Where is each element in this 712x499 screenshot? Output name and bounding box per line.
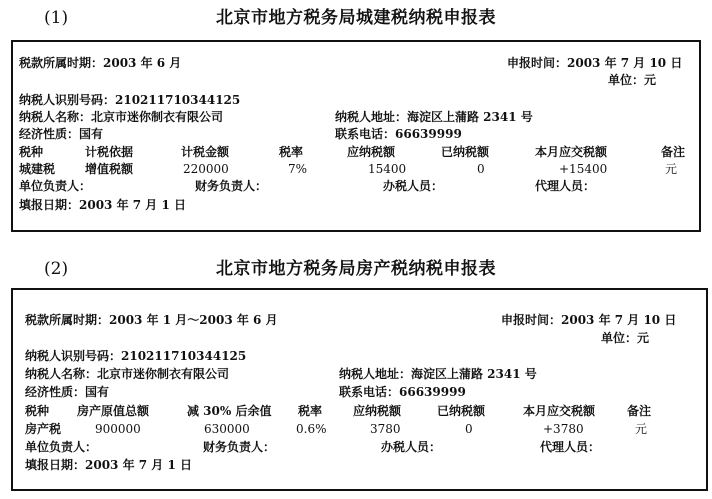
form2-report-time: 申报时间：2003 年 7 月 10 日 [501,313,677,327]
form1-sig-handler: 办税人员： [383,179,444,193]
form1-number: (1) [44,8,69,28]
form1-row-cell: 0 [477,162,485,176]
form2-row-cell: 房产税 [25,422,62,436]
form2-header-cell: 房产原值总额 [77,404,150,418]
form1-phone: 联系电话：66639999 [335,127,462,141]
form1-heading [0,6,712,30]
form2-row-cell: 630000 [204,422,250,436]
form1-unit: 单位：元 [608,73,657,87]
form2-period: 税款所属时期：2003 年 1 月～2003 年 6 月 [25,313,278,327]
form1-header-cell: 应纳税额 [347,145,396,159]
form1-period: 税款所属时期：2003 年 6 月 [19,56,182,70]
form2-taxpayer-address: 纳税人地址：海淀区上蒲路 2341 号 [339,367,537,381]
form2-row-cell: +3780 [543,422,584,436]
form1-header-cell: 税种 [19,145,44,159]
form1-header-cell: 备注 [661,145,686,159]
form1-header-cell: 计税依据 [85,145,134,159]
form2-header-cell: 本月应交税额 [523,404,596,418]
form2-header-cell: 税种 [25,404,50,418]
form1-fill-date: 填报日期：2003 年 7 月 1 日 [19,198,186,212]
form1-taxpayer-address: 纳税人地址：海淀区上蒲路 2341 号 [335,110,533,124]
form1-box [11,40,701,232]
form2-taxpayer-id: 纳税人识别号码：210211710344125 [25,349,247,363]
form2-sig-unit-head: 单位负责人： [25,440,98,454]
form1-table-row [13,161,699,178]
form1-header-cell: 本月应交税额 [535,145,608,159]
form2-title: 北京市地方税务局房产税纳税申报表 [216,259,496,279]
form2-fill-date: 填报日期：2003 年 7 月 1 日 [25,458,192,472]
form1-table-header [13,144,699,161]
form1-row-cell: 15400 [368,162,407,176]
form2-table-header [13,403,706,420]
form1-row-cell: 220000 [183,162,229,176]
form2-number: (2) [44,259,69,279]
form1-header-cell: 税率 [279,145,304,159]
form1-header-cell: 已纳税额 [441,145,490,159]
form2-row-cell: 3780 [370,422,401,436]
form1-row-cell: 7% [288,162,308,176]
form2-sig-agent: 代理人员： [540,440,601,454]
form1-row-cell: +15400 [559,162,608,176]
form2-unit: 单位：元 [601,331,650,345]
form1-taxpayer-name: 纳税人名称：北京市迷你制衣有限公司 [19,110,224,124]
form2-sig-finance: 财务负责人： [203,440,276,454]
form2-row-cell: 0 [465,422,473,436]
form1-sig-unit-head: 单位负责人： [19,179,92,193]
form1-report-time: 申报时间：2003 年 7 月 10 日 [507,56,683,70]
form1-sig-finance: 财务负责人： [195,179,268,193]
form1-row-cell: 城建税 [19,162,56,176]
form2-signatures [13,439,706,456]
form1-signatures [13,178,699,195]
form2-header-cell: 减 30% 后余值 [187,404,272,418]
form2-header-cell: 应纳税额 [353,404,402,418]
form1-title: 北京市地方税务局城建税纳税申报表 [216,8,496,28]
form2-phone: 联系电话：66639999 [339,385,466,399]
form2-heading [0,257,712,281]
form1-economic-type: 经济性质：国有 [19,127,104,141]
form2-sig-handler: 办税人员： [381,440,442,454]
form2-table-row [13,421,706,438]
form2-header-cell: 已纳税额 [437,404,486,418]
form2-row-cell: 900000 [95,422,141,436]
form2-taxpayer-name: 纳税人名称：北京市迷你制衣有限公司 [25,367,230,381]
form1-taxpayer-id: 纳税人识别号码：210211710344125 [19,93,241,107]
form1-row-cell: 增值税额 [85,162,134,176]
form2-economic-type: 经济性质：国有 [25,385,110,399]
form2-header-cell: 税率 [298,404,323,418]
form1-sig-agent: 代理人员： [535,179,596,193]
form2-row-cell: 0.6% [296,422,327,436]
form2-row-cell: 元 [635,422,648,436]
form1-header-cell: 计税金额 [181,145,230,159]
form2-box [11,288,708,491]
form2-header-cell: 备注 [627,404,652,418]
form1-row-cell: 元 [665,162,678,176]
